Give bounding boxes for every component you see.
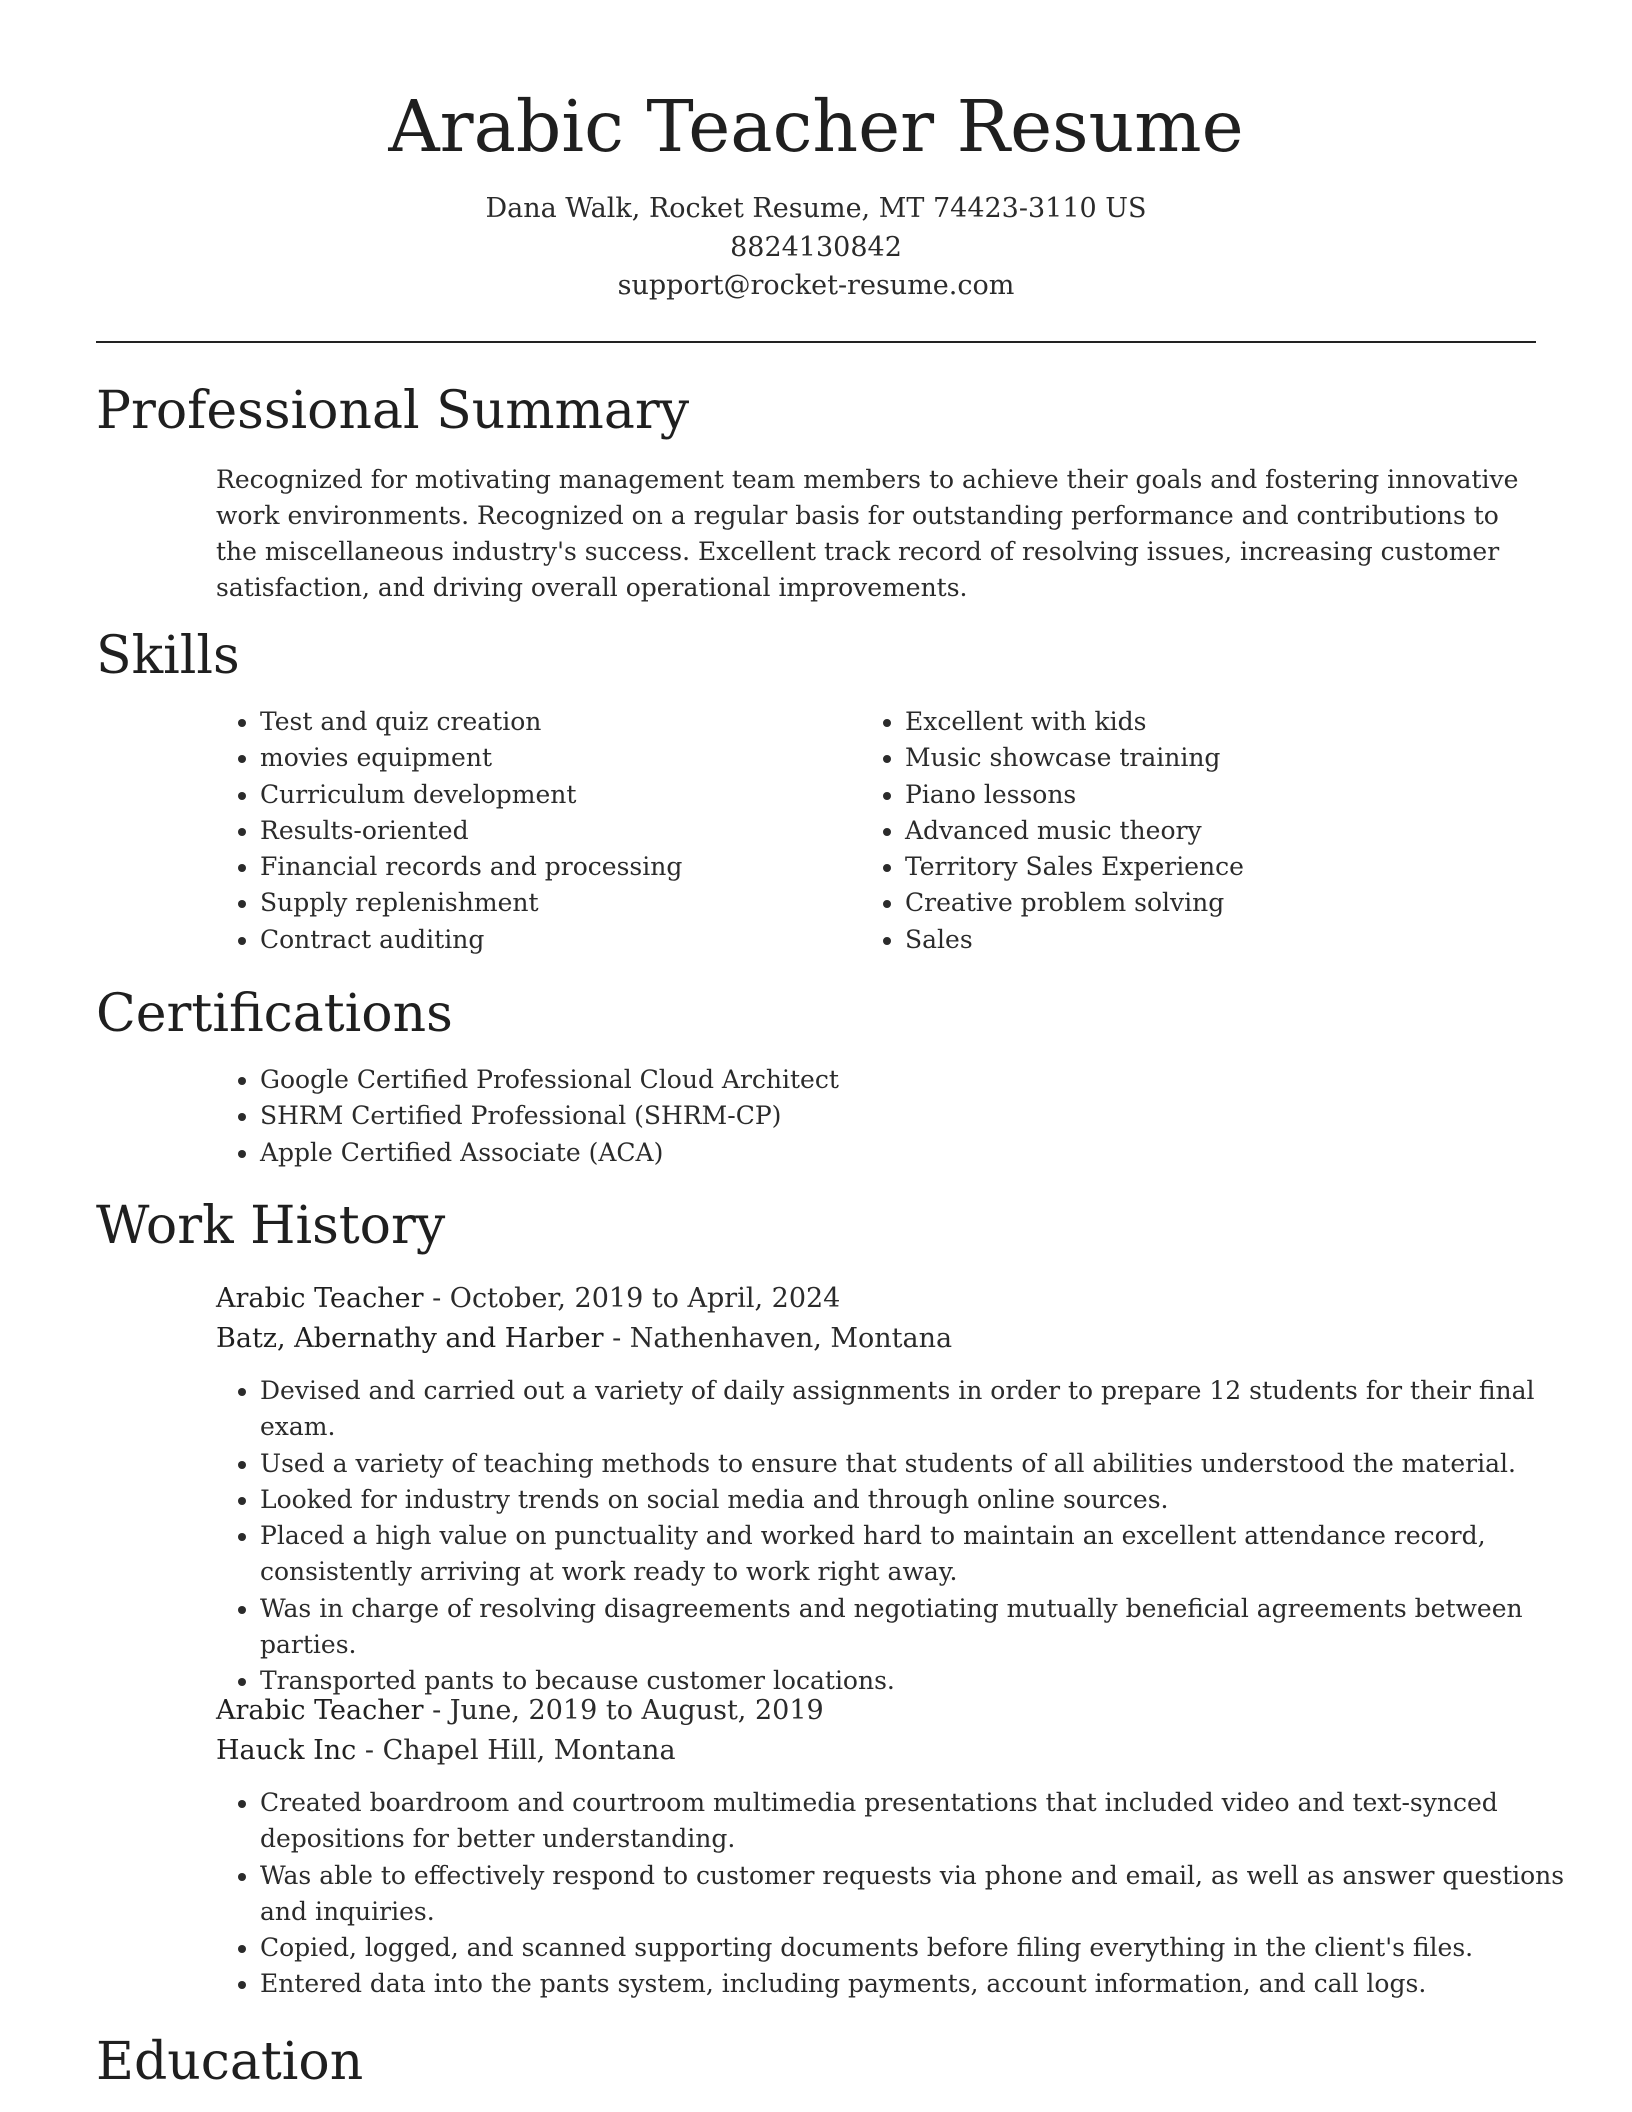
skill-item: • Sales [905, 922, 1545, 958]
skill-item: • Excellent with kids [905, 704, 1545, 740]
employer-location: - Nathenhaven, Montana [603, 1323, 953, 1354]
resume-title: Arabic Teacher Resume [388, 85, 1244, 168]
job-employer-line [216, 1731, 676, 1771]
employer-name: Batz, Abernathy and Harber [216, 1323, 604, 1354]
contact-address: Dana Walk, Rocket Resume, MT 74423-3110 US [485, 193, 1147, 224]
contact-email: support@rocket-resume.com [617, 270, 1015, 301]
skill-item: • Contract auditing [260, 922, 820, 958]
skill-item: • Supply replenishment [260, 885, 820, 921]
certification-item: • Google Certified Professional Cloud Architect [260, 1062, 1540, 1098]
job-duty: • Placed a high value on punctuality and worked hard to maintain an excellent attendance record, consistently arriving at work ready to work right away. [260, 1518, 1580, 1591]
certification-item: • Apple Certified Associate (ACA) [260, 1135, 1540, 1171]
job-dates: - October, 2019 to April, 2024 [423, 1283, 841, 1314]
skill-item: • Music showcase training [905, 740, 1545, 776]
job-duty: • Used a variety of teaching methods to ensure that students of all abilities understood the material. [260, 1446, 1580, 1482]
job-duty: • Was able to effectively respond to customer requests via phone and email, as well as answer questions and inquiries. [260, 1858, 1580, 1931]
job-duties-list [216, 1785, 1580, 2003]
education-heading: Education [96, 2032, 364, 2092]
job-duty: • Was in charge of resolving disagreements and negotiating mutually beneficial agreements between parties. [260, 1591, 1580, 1664]
certifications-list [216, 1062, 1540, 1171]
job-duty: • Created boardroom and courtroom multimedia presentations that included video and text-synced depositions for better understanding. [260, 1785, 1580, 1858]
employer-location: - Chapel Hill, Montana [356, 1735, 676, 1766]
employer-name: Hauck Inc [216, 1735, 357, 1766]
skills-heading: Skills [96, 626, 240, 686]
job-duty: • Transported pants to because customer locations. [260, 1663, 1580, 1699]
certification-item: • SHRM Certified Professional (SHRM-CP) [260, 1098, 1540, 1134]
job-title-line [216, 1691, 824, 1731]
contact-phone: 8824130842 [730, 232, 902, 263]
job-dates: - June, 2019 to August, 2019 [423, 1695, 824, 1726]
summary-heading: Professional Summary [96, 381, 690, 441]
skill-item: • movies equipment [260, 740, 820, 776]
skill-item: • Test and quiz creation [260, 704, 820, 740]
skill-item: • Creative problem solving [905, 885, 1545, 921]
job-employer-line [216, 1319, 952, 1359]
certifications-heading: Certifications [96, 984, 453, 1044]
skill-item: • Piano lessons [905, 777, 1545, 813]
skill-item: • Financial records and processing [260, 849, 820, 885]
job-duty: • Entered data into the pants system, including payments, account information, and call logs. [260, 1966, 1580, 2002]
job-title: Arabic Teacher [216, 1695, 424, 1726]
skill-item: • Territory Sales Experience [905, 849, 1545, 885]
work-heading: Work History [96, 1196, 446, 1256]
skill-item: • Advanced music theory [905, 813, 1545, 849]
job-title-line [216, 1279, 840, 1319]
job-duty: • Looked for industry trends on social media and through online sources. [260, 1482, 1580, 1518]
job-duty: • Copied, logged, and scanned supporting documents before filing everything in the client's files. [260, 1930, 1580, 1966]
job-duties-list [216, 1373, 1580, 1700]
skills-list-right [861, 704, 1545, 958]
header-divider [96, 341, 1536, 343]
job-title: Arabic Teacher [216, 1283, 424, 1314]
skill-item: • Curriculum development [260, 777, 820, 813]
job-duty: • Devised and carried out a variety of daily assignments in order to prepare 12 students for their final exam. [260, 1373, 1580, 1446]
skills-list-left [216, 704, 820, 958]
summary-text: Recognized for motivating management team members to achieve their goals and fostering innovative work environments. Recognized on a regular basis for outstanding performance and contributions to the miscellaneous industry's success. Excellent track record of resolving issues, increasing customer satisfaction, and driving overall operational improvements. [216, 465, 1519, 602]
skill-item: • Results-oriented [260, 813, 820, 849]
